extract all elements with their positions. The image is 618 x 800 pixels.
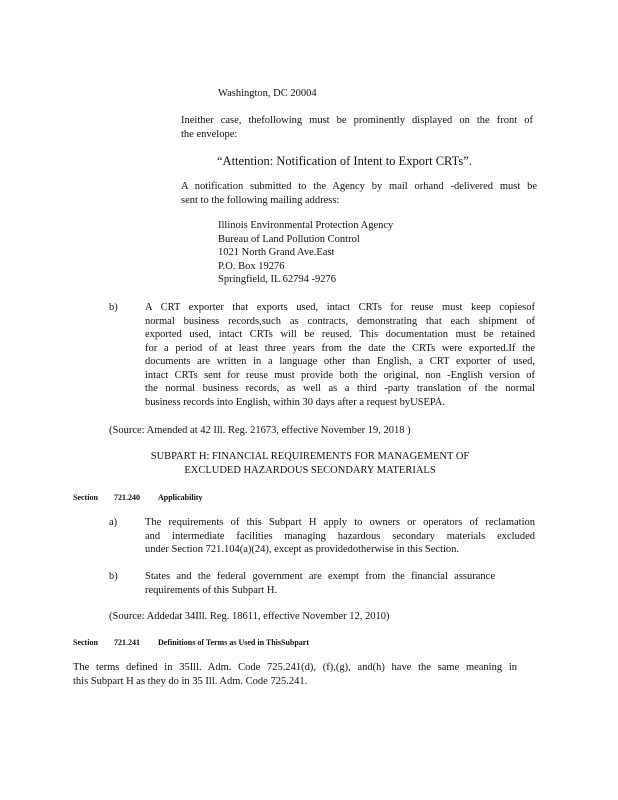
exemption-paragraph <box>145 570 495 597</box>
address-line: Springfield, IL 62794 -9276 <box>218 274 337 285</box>
address-line: P.O. Box 19276 <box>218 260 285 272</box>
text-line: this Subpart H as they do in 35 Ill. Adm. Code 725.241. <box>73 675 308 687</box>
text-line: business records into English, within 30 days after a request byUSEPA. <box>145 396 445 408</box>
address-washington: Washington, DC 20004 <box>218 88 317 99</box>
text-line: intact CRTs sent for reuse must provide both the original, non -English version of <box>145 369 535 381</box>
attention-notice: “Attention: Notification of Intent to Export CRTs”. <box>217 154 472 168</box>
text-line: A CRT exporter that exports used, intact CRTs for reuse must keep copiesof <box>145 302 535 313</box>
text-line: requirements of this Subpart H. <box>145 584 278 596</box>
notification-paragraph <box>181 180 537 207</box>
text-line: the normal business records, as well as a third -party translation of the normal <box>145 383 535 394</box>
text-line: documents are written in a language other than English, a CRT exporter of used, <box>145 356 535 367</box>
item-marker-b: b) <box>109 302 118 313</box>
section-title: Applicability <box>158 493 203 502</box>
item-marker-a: a) <box>109 517 118 528</box>
subpart-heading <box>110 450 510 478</box>
address-line: Bureau of Land Pollution Control <box>218 233 360 245</box>
subpart-heading-line: SUBPART H: FINANCIAL REQUIREMENTS FOR MANAGEMENT OF <box>150 451 470 462</box>
crt-exporter-paragraph <box>145 301 535 409</box>
source-note: (Source: Addedat 34Ill. Reg. 18611, effective November 12, 2010) <box>109 611 390 622</box>
definitions-paragraph <box>73 661 517 688</box>
text-line: exported used, intact CRTs will be reused. This documentation must be retained <box>145 329 535 340</box>
text-line: sent to the following mailing address: <box>181 194 340 206</box>
text-line: States and the federal government are exempt from the financial assurance <box>145 571 495 582</box>
text-line: the envelope: <box>181 128 238 140</box>
section-label: Section <box>73 638 98 647</box>
text-line: normal business records,such as contracts, demonstrating that each shipment of <box>145 315 535 327</box>
subpart-heading-line: EXCLUDED HAZARDOUS SECONDARY MATERIALS <box>184 465 436 476</box>
address-line: Illinois Environmental Protection Agency <box>218 220 394 231</box>
section-number: 721.241 <box>114 638 140 647</box>
text-line: for a period of at least three years from the date the CRTs were exported.If the <box>145 342 535 354</box>
applicability-paragraph <box>145 516 535 557</box>
section-title: Definitions of Terms as Used in ThisSubpart <box>158 638 309 647</box>
text-line: Ineither case, thefollowing must be prominently displayed on the front of <box>181 115 533 126</box>
mailing-address <box>218 219 393 287</box>
either-case-paragraph <box>181 114 533 141</box>
text-line: under Section 721.104(a)(24), except as providedotherwise in this Section. <box>145 544 460 555</box>
source-note: (Source: Amended at 42 Ill. Reg. 21673, effective November 19, 2018 ) <box>109 425 411 436</box>
address-line: 1021 North Grand Ave.East <box>218 247 335 258</box>
text-line: The terms defined in 35Ill. Adm. Code 725.241(d), (f),(g), and(h) have the same meaning in <box>73 662 517 673</box>
section-label: Section <box>73 493 98 502</box>
item-marker-b: b) <box>109 571 118 582</box>
text-line: and intermediate facilities managing hazardous secondary materials excluded <box>145 530 535 542</box>
text-line: A notification submitted to the Agency by mail orhand -delivered must be <box>181 181 537 192</box>
text-line: The requirements of this Subpart H apply to owners or operators of reclamation <box>145 517 535 528</box>
section-number: 721.240 <box>114 493 140 502</box>
